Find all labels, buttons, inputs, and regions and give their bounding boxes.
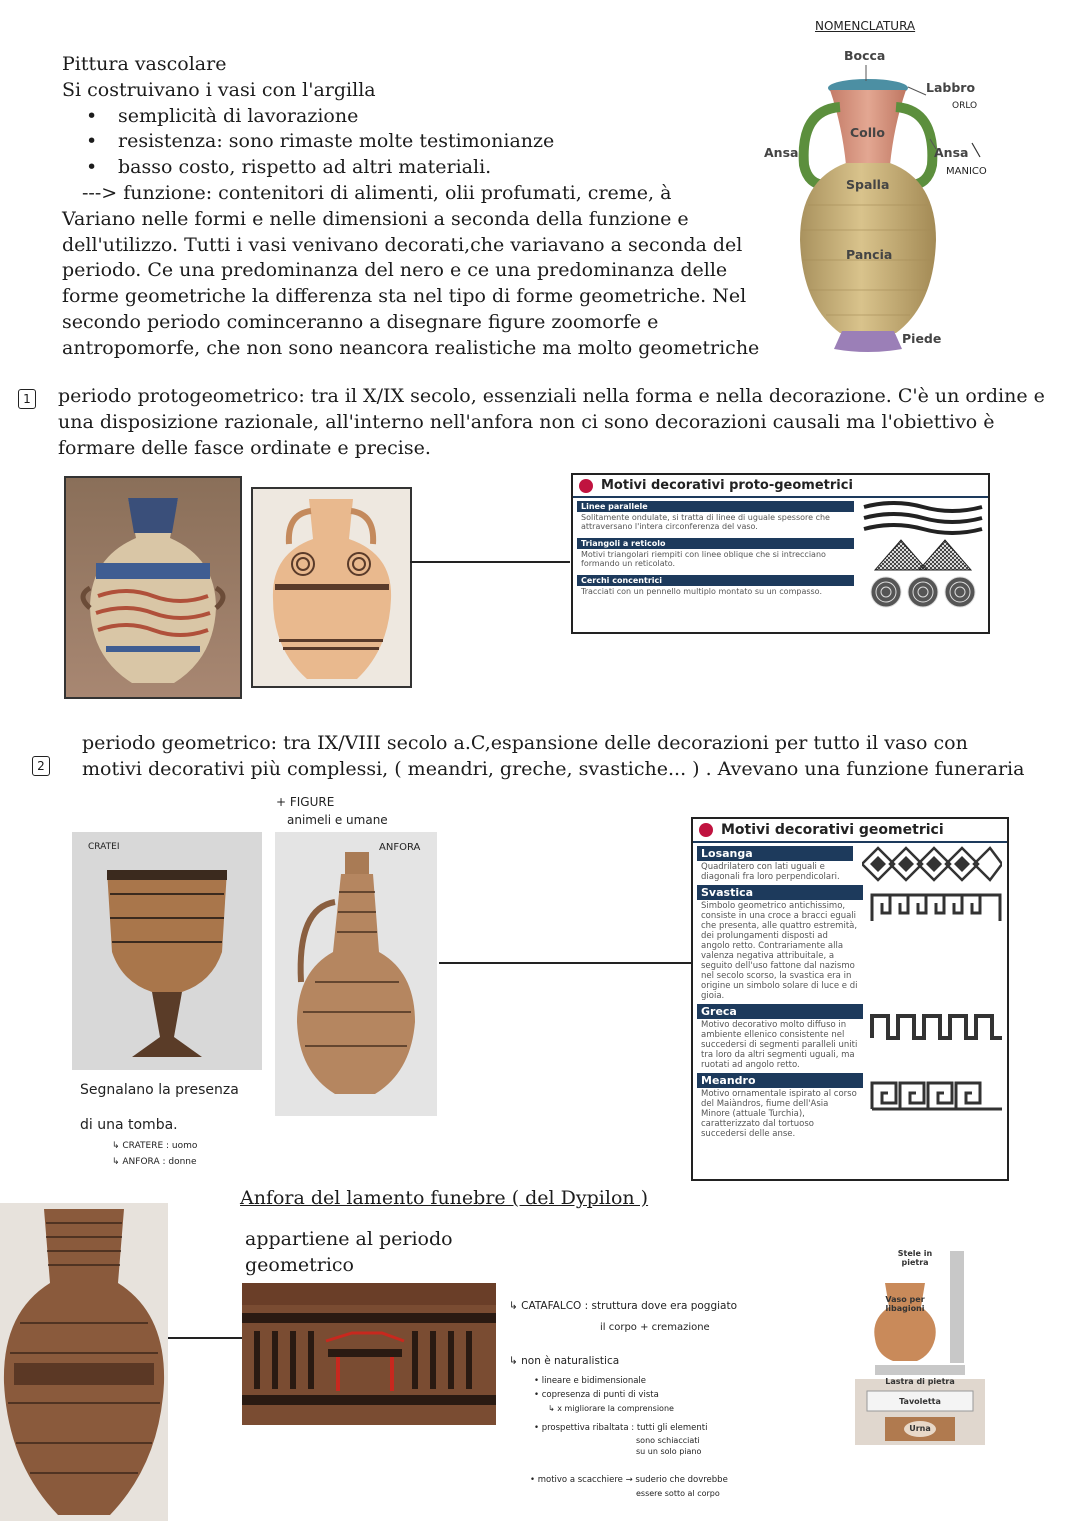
note-bullet: essere sotto al corpo — [636, 1489, 720, 1498]
amphora-illustration — [275, 832, 437, 1116]
greek-key-icon — [867, 1004, 1007, 1070]
vaso-label: Vaso per libagioni — [885, 1295, 925, 1313]
motif-row — [693, 885, 1007, 1001]
dipylon-sub1: appartiene al periodo — [245, 1228, 453, 1250]
tomb-note-2: di una tomba. — [80, 1117, 178, 1133]
grave-illustration — [855, 1247, 985, 1447]
label-collo: Collo — [850, 125, 885, 140]
panel-header — [693, 819, 1007, 843]
label-manico: MANICO — [946, 166, 987, 177]
motif-row — [573, 575, 988, 609]
panel-title: Motivi decorativi geometrici — [721, 822, 944, 838]
label-ansa-right: Ansa — [934, 145, 969, 160]
section1-line: una disposizione razionale, all'interno nell'anfora non ci sono decorazioni causali ma l'obiettivo è — [58, 410, 995, 433]
section2-text — [82, 731, 1024, 783]
motif-name: Losanga — [697, 846, 853, 861]
motif-desc: Motivi triangolari riempiti con linee oblique che si intrecciano formando un reticolato. — [581, 550, 826, 568]
funeral-scene-illustration — [242, 1283, 496, 1425]
motif-row — [693, 1073, 1007, 1139]
geometric-motifs-panel — [691, 817, 1009, 1181]
swastika-key-icon — [867, 885, 1007, 1001]
intro-paragraph-line: periodo. Ce una predominanza del nero e ce una predominanza delle — [62, 259, 728, 282]
motif-desc: Solitamente ondulate, si tratta di linee di uguale spessore che attraversano l'intera circonferenza del vaso. — [581, 513, 830, 531]
panel-header — [573, 475, 988, 498]
funeral-scene-photo — [242, 1283, 496, 1425]
motif-name: Linee parallele — [577, 501, 854, 512]
krater-label: CRATEI — [88, 842, 120, 852]
stele-label: Stele in pietra — [897, 1249, 933, 1267]
intro-paragraph-line: dell'utilizzo. Tutti i vasi venivano decorati,che variavano a seconda del — [62, 233, 743, 256]
section1-text — [58, 384, 1045, 461]
motif-row — [573, 538, 988, 572]
motif-name: Meandro — [697, 1073, 863, 1088]
connector-arrow — [410, 561, 570, 563]
note-bullet: su un solo piano — [636, 1447, 702, 1456]
grave-diagram — [855, 1247, 985, 1447]
label-bocca: Bocca — [844, 48, 886, 63]
motif-row — [693, 1004, 1007, 1070]
section1-number: 1 — [18, 389, 36, 409]
dipylon-title: Anfora del lamento funebre ( del Dypilon ) — [240, 1187, 649, 1209]
note-bullet: • motivo a scacchiere → suderio che dovrebbe — [530, 1475, 728, 1485]
motif-row — [573, 501, 988, 535]
motif-row — [693, 846, 1007, 882]
motif-desc: Motivo decorativo molto diffuso in ambiente ellenico consistente nel succedersi di segmenti paralleli uniti tra loro da altri segmenti uguali, ma ruotati ad angolo retto. — [701, 1020, 858, 1070]
tavoletta-label: Tavoletta — [899, 1397, 941, 1406]
intro-bullet: • basso costo, rispetto ad altri materiali. — [62, 155, 759, 181]
dipylon-sub2: geometrico — [245, 1254, 354, 1276]
motif-name: Triangoli a reticolo — [577, 538, 854, 549]
concentric-circles-icon — [858, 575, 988, 609]
cratere-note: ↳ CRATERE : uomo — [112, 1141, 198, 1151]
nomenclature-title: NOMENCLATURA — [815, 19, 916, 33]
motif-desc: Simbolo geometrico antichissimo, consiste in una croce a bracci eguali che presenta, alle quattro estremità, dei prolungamenti disposti ad angolo retto. Contrariamente alla valenza negativa attribuitale, a seguito dell'uso fattone dal nazismo nel secolo scorso, la svastica era in origine un simbolo solare di luce e di gioia. — [701, 901, 858, 1001]
section2-number: 2 — [32, 756, 50, 776]
intro-bullet: • semplicità di lavorazione — [62, 104, 759, 130]
vase-illustration — [66, 478, 240, 697]
section2-line: periodo geometrico: tra IX/VIII secolo a.C,espansione delle decorazioni per tutto il vaso con — [82, 732, 968, 754]
note-bullet: sono schiacciati — [636, 1436, 700, 1445]
intro-paragraph-line: secondo periodo cominceranno a disegnare figure zoomorfe e — [62, 310, 659, 333]
connector-arrow — [439, 962, 691, 964]
intro-bullet: • resistenza: sono rimaste molte testimonianze — [62, 129, 759, 155]
krater-illustration — [72, 832, 262, 1070]
motif-name: Svastica — [697, 885, 863, 900]
label-pancia: Pancia — [846, 247, 893, 262]
label-ansa-left: Ansa — [764, 145, 799, 160]
nomenclature-diagram — [760, 15, 1070, 360]
intro-paragraph-line: forme geometriche la differenza sta nel tipo di forme geometriche. Nel — [62, 285, 747, 308]
protogeometric-motifs-panel — [571, 473, 990, 634]
urna-label: Urna — [909, 1424, 931, 1433]
tomb-note-1: Segnalano la presenza — [80, 1082, 239, 1098]
intro-line1: Si costruivano i vasi con l'argilla — [62, 78, 376, 101]
dipylon-amphora-illustration — [0, 1203, 168, 1521]
amphora-illustration — [760, 15, 1070, 360]
vase-illustration — [253, 489, 410, 686]
krater-photo — [72, 832, 262, 1070]
section2-line: motivi decorativi più complessi, ( meandri, greche, svastiche... ) . Avevano una funzione funeraria — [82, 757, 1025, 780]
protogeometric-vase-photo-1 — [64, 476, 242, 699]
label-orlo: ORLO — [952, 101, 978, 111]
catafalco-note-1: ↳ CATAFALCO : struttura dove era poggiato — [509, 1300, 738, 1312]
panel-dot-icon — [579, 479, 593, 493]
motif-name: Greca — [697, 1004, 863, 1019]
meander-icon — [867, 1073, 1007, 1139]
note-bullet: ↳ x migliorare la comprensione — [548, 1404, 674, 1413]
figure-note-2: animeli e umane — [287, 813, 388, 827]
geometric-amphora-photo — [275, 832, 437, 1116]
label-spalla: Spalla — [846, 177, 890, 192]
note-bullet: • lineare e bidimensionale — [534, 1376, 647, 1386]
motif-desc: Quadrilatero con lati uguali e diagonali fra loro perpendicolari. — [701, 862, 840, 882]
note-bullet: • copresenza di punti di vista — [534, 1390, 659, 1400]
label-labbro: Labbro — [926, 80, 976, 95]
note-bullet: • prospettiva ribaltata : tutti gli elementi — [534, 1423, 708, 1433]
panel-dot-icon — [699, 823, 713, 837]
motif-desc: Tracciati con un pennello multiplo montato su un compasso. — [581, 587, 822, 596]
lastra-label: Lastra di pietra — [885, 1377, 955, 1386]
label-piede: Piede — [902, 331, 942, 346]
motif-desc: Motivo ornamentale ispirato al corso del Maiàndros, fiume dell'Asia Minore (attuale Turchia), caratterizzato dal tortuoso succedersi delle anse. — [701, 1089, 857, 1139]
anfora-note: ↳ ANFORA : donne — [112, 1157, 197, 1167]
intro-paragraph-line: Variano nelle formi e nelle dimensioni a seconda della funzione e — [62, 207, 689, 230]
intro-title: Pittura vascolare — [62, 53, 227, 75]
connector-line — [168, 1337, 242, 1339]
dipylon-amphora-photo — [0, 1203, 168, 1521]
motif-name: Cerchi concentrici — [577, 575, 854, 586]
lozenge-icon — [857, 846, 1007, 882]
panel-title: Motivi decorativi proto-geometrici — [601, 478, 853, 493]
intro-block — [62, 52, 759, 362]
figure-note-1: + FIGURE — [276, 795, 335, 809]
naturalistica-note: ↳ non è naturalistica — [509, 1355, 620, 1367]
section1-line: formare delle fasce ordinate e precise. — [58, 436, 431, 459]
wavy-lines-icon — [858, 501, 988, 535]
protogeometric-vase-photo-2 — [251, 487, 412, 688]
intro-paragraph-line: antropomorfe, che non sono neancora realistiche ma molto geometriche — [62, 336, 760, 359]
catafalco-note-2: il corpo + cremazione — [600, 1322, 710, 1333]
intro-funzione: ---> funzione: contenitori di alimenti, olii profumati, creme, à — [82, 181, 672, 204]
amphora-label: ANFORA — [379, 842, 421, 853]
hatched-triangles-icon — [858, 538, 988, 572]
section1-line: periodo protogeometrico: tra il X/IX secolo, essenziali nella forma e nella decorazione. C'è un ordine e — [58, 385, 1045, 407]
